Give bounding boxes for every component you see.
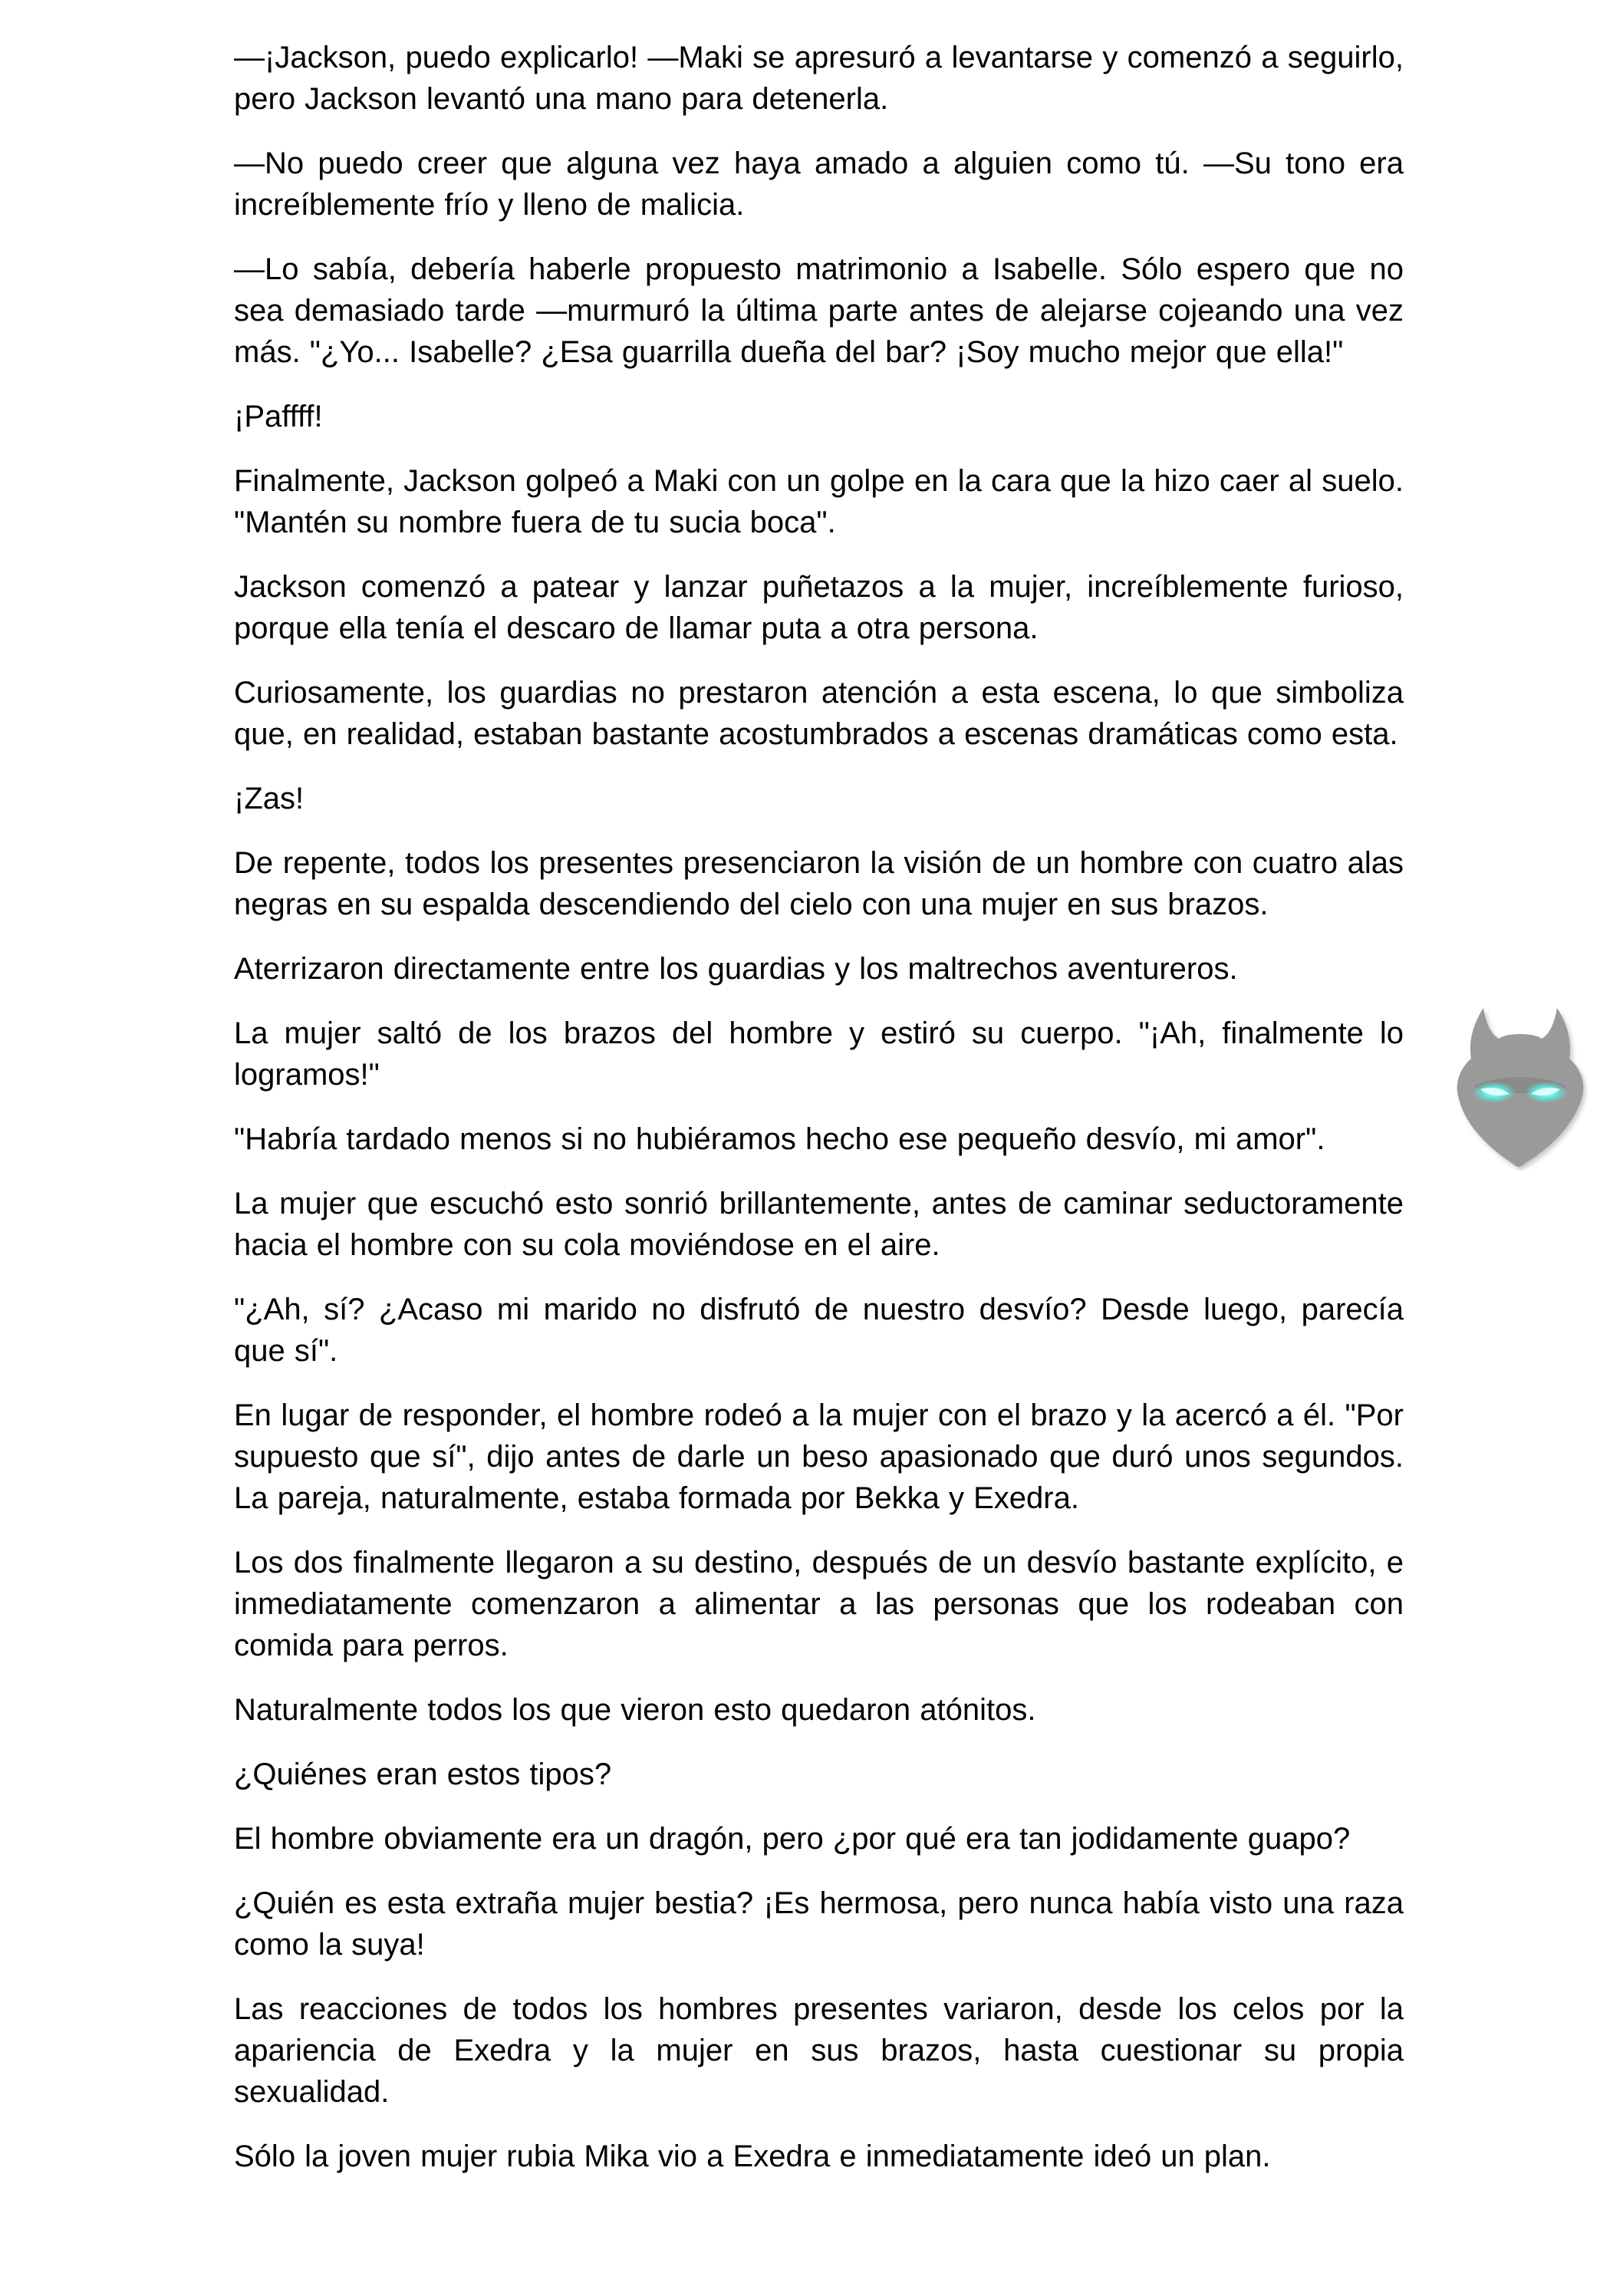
paragraph: Finalmente, Jackson golpeó a Maki con un golpe en la cara que la hizo caer al suelo. "Mantén su nombre fuera de tu sucia boca".: [234, 464, 1404, 539]
paragraph: Jackson comenzó a patear y lanzar puñetazos a la mujer, increíblemente furioso, porque ella tenía el descaro de llamar puta a otra persona.: [234, 570, 1404, 645]
paragraph: Sólo la joven mujer rubia Mika vio a Exedra e inmediatamente ideó un plan.: [234, 2140, 1271, 2173]
paragraph: —No puedo creer que alguna vez haya amado a alguien como tú. —Su tono era increíblemente frío y lleno de malicia.: [234, 147, 1404, 222]
paragraph: "¿Ah, sí? ¿Acaso mi marido no disfrutó de nuestro desvío? Desde luego, parecía que sí".: [234, 1293, 1404, 1368]
paragraph: Curiosamente, los guardias no prestaron atención a esta escena, lo que simboliza que, en realidad, estaban bastante acostumbrados a escenas dramáticas como esta.: [234, 676, 1404, 751]
paragraph: ¿Quién es esta extraña mujer bestia? ¡Es hermosa, pero nunca había visto una raza como la suya!: [234, 1886, 1404, 1962]
paragraph: ¿Quiénes eran estos tipos?: [234, 1757, 612, 1791]
paragraph: En lugar de responder, el hombre rodeó a la mujer con el brazo y la acercó a él. "Por supuesto que sí", dijo antes de darle un beso apasionado que duró unos segundos. La pareja, naturalmente, estaba formada por Bekka y Exedra.: [234, 1398, 1404, 1515]
document-body: [234, 37, 1404, 2200]
paragraph: Naturalmente todos los que vieron esto quedaron atónitos.: [234, 1693, 1036, 1727]
demon-head-watermark-icon: [1444, 994, 1597, 1171]
paragraph: Las reacciones de todos los hombres presentes variaron, desde los celos por la apariencia de Exedra y la mujer en sus brazos, hasta cuestionar su propia sexualidad.: [234, 1992, 1404, 2109]
paragraph: La mujer que escuchó esto sonrió brillantemente, antes de caminar seductoramente hacia el hombre con su cola moviéndose en el aire.: [234, 1187, 1404, 1262]
paragraph: ¡Zas!: [234, 782, 305, 815]
paragraph: —¡Jackson, puedo explicarlo! —Maki se apresuró a levantarse y comenzó a seguirlo, pero Jackson levantó una mano para detenerla.: [234, 41, 1404, 116]
paragraph: ¡Paffff!: [234, 400, 323, 433]
paragraph: "Habría tardado menos si no hubiéramos hecho ese pequeño desvío, mi amor".: [234, 1122, 1325, 1156]
paragraph: —Lo sabía, debería haberle propuesto matrimonio a Isabelle. Sólo espero que no sea demasiado tarde —murmuró la última parte antes de alejarse cojeando una vez más. "¿Yo... Isabelle? ¿Esa guarrilla dueña del bar? ¡Soy mucho mejor que ella!": [234, 252, 1404, 369]
paragraph: La mujer saltó de los brazos del hombre y estiró su cuerpo. "¡Ah, finalmente lo logramos!": [234, 1016, 1404, 1092]
paragraph: Aterrizaron directamente entre los guardias y los maltrechos aventureros.: [234, 952, 1238, 986]
paragraph: De repente, todos los presentes presenciaron la visión de un hombre con cuatro alas negras en su espalda descendiendo del cielo con una mujer en sus brazos.: [234, 846, 1404, 921]
paragraph: Los dos finalmente llegaron a su destino, después de un desvío bastante explícito, e inmediatamente comenzaron a alimentar a las personas que los rodeaban con comida para perros.: [234, 1546, 1404, 1662]
paragraph: El hombre obviamente era un dragón, pero ¿por qué era tan jodidamente guapo?: [234, 1822, 1351, 1856]
